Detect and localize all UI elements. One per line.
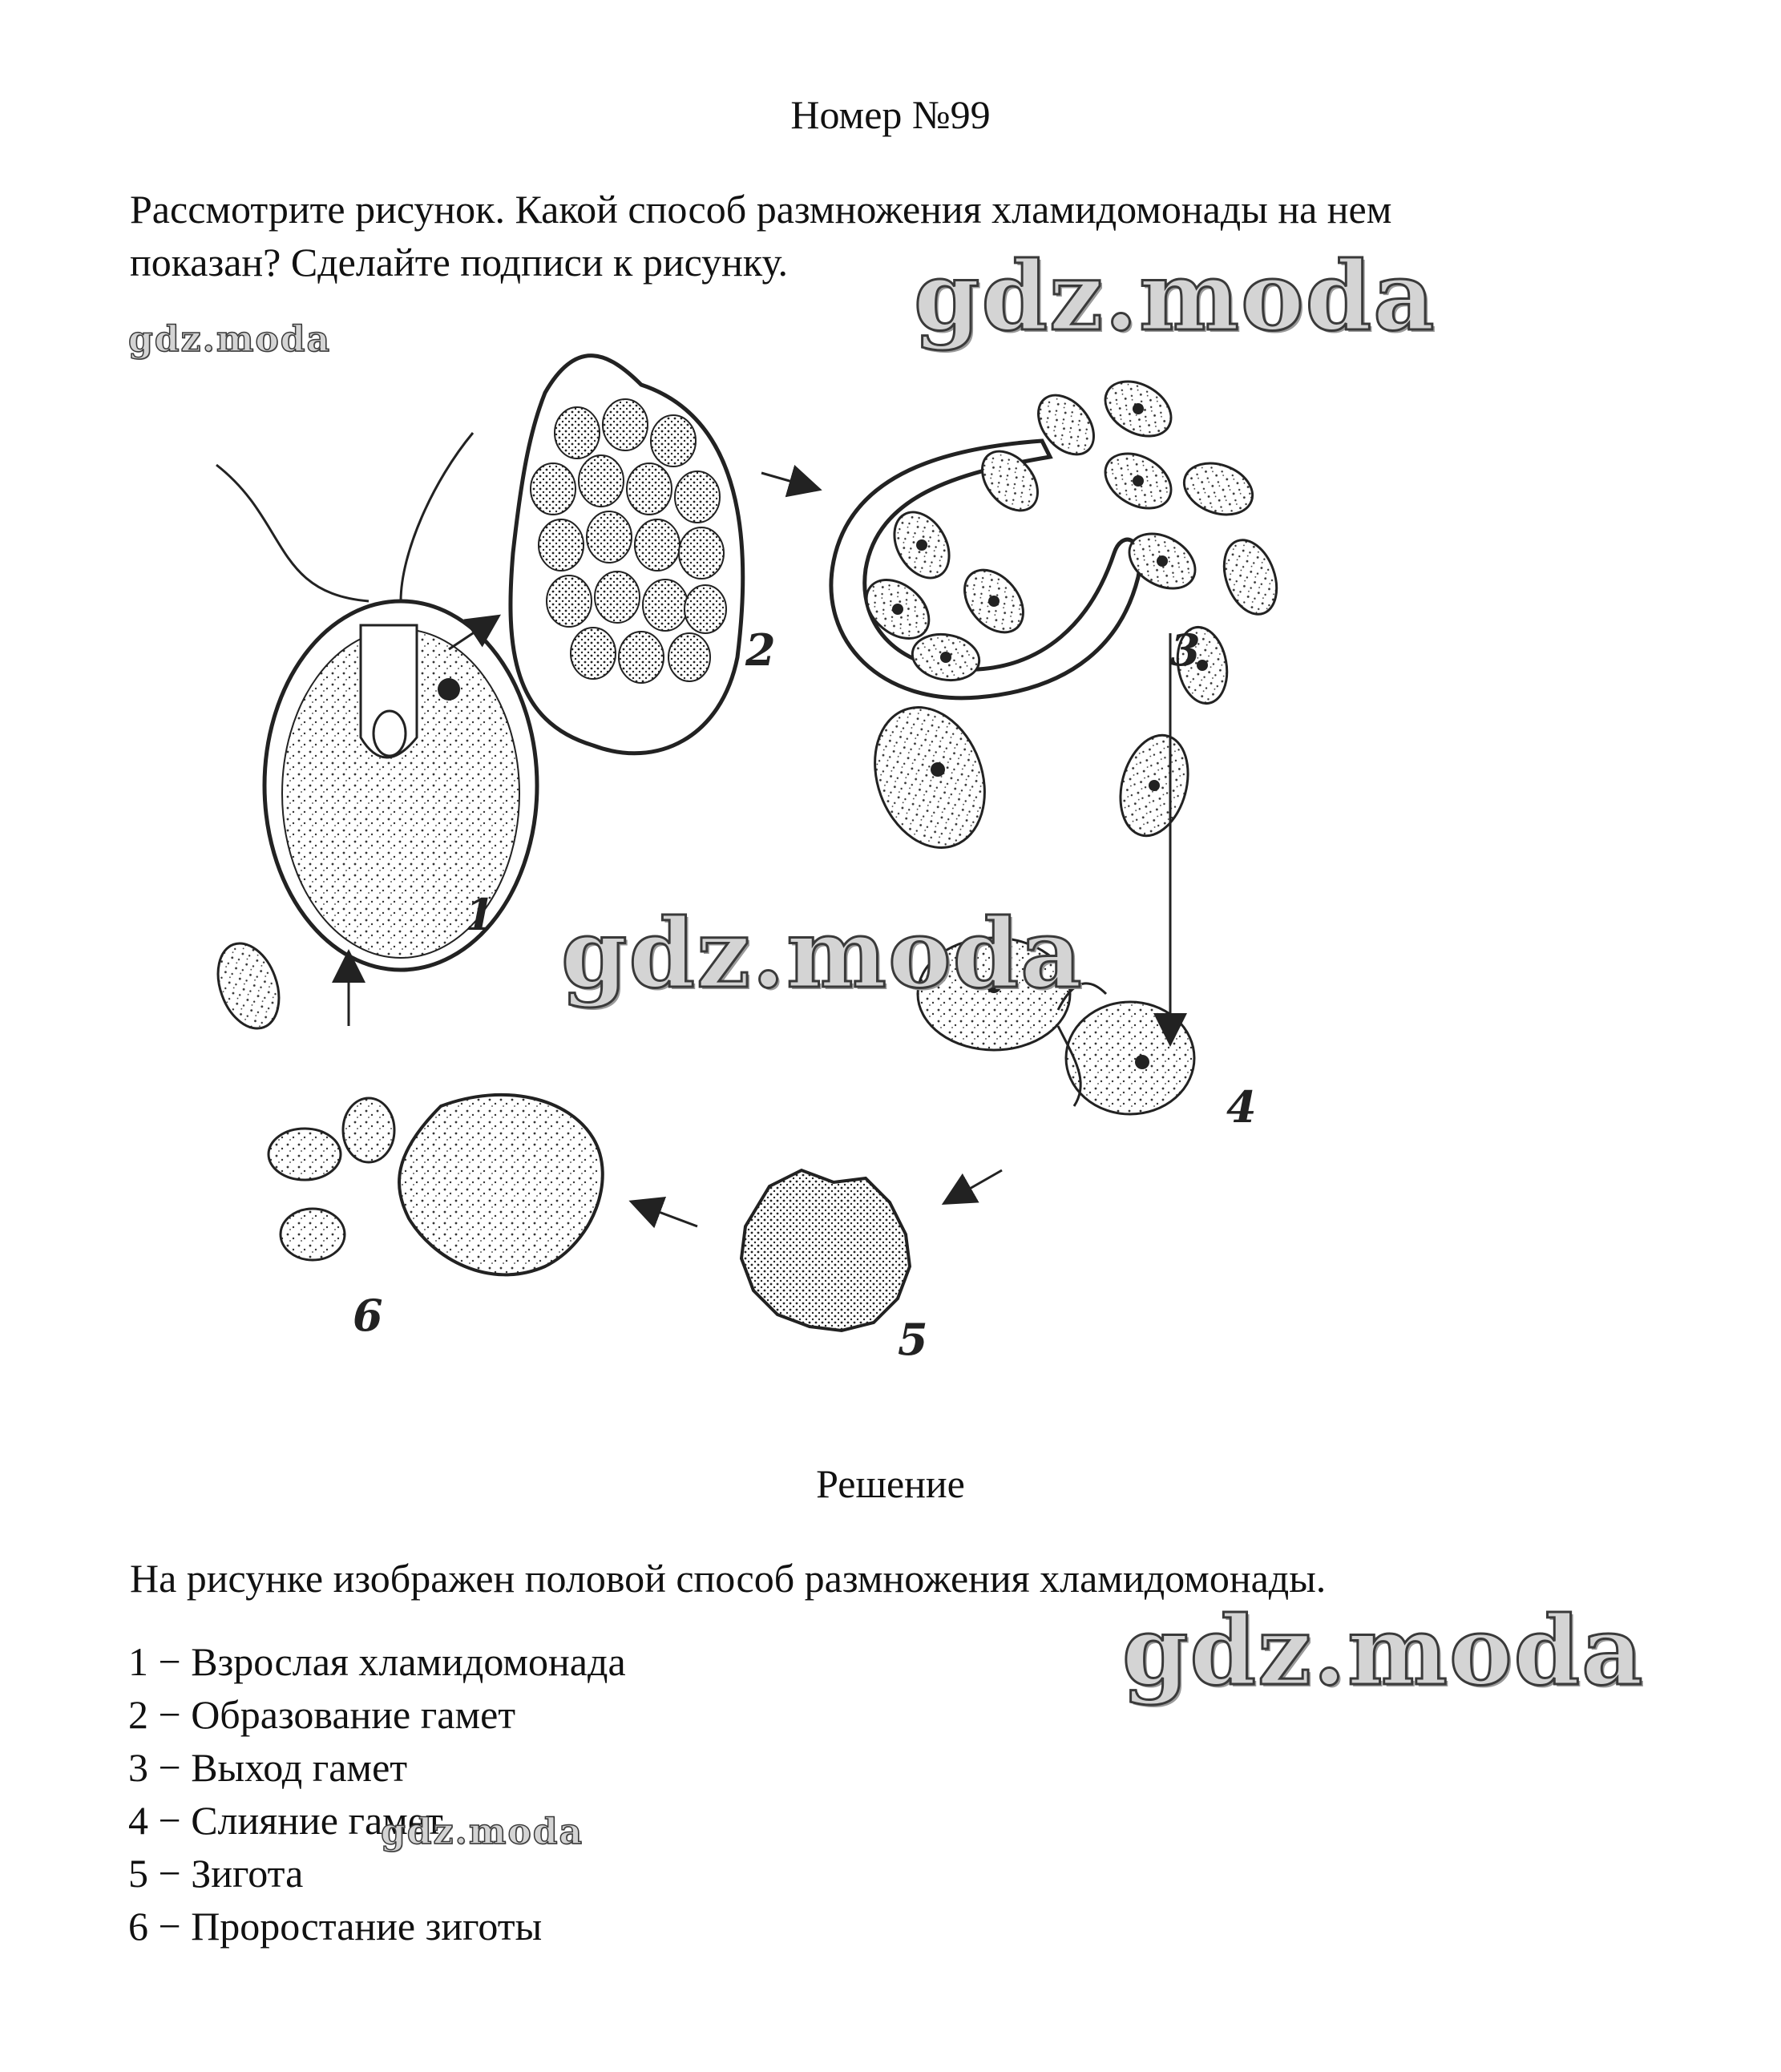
answer-item-1: 1 − Взрослая хламидомонада bbox=[128, 1639, 626, 1684]
answer-list bbox=[128, 1635, 626, 1953]
watermark-top: gdz.moda bbox=[914, 240, 1436, 352]
watermark-small-top: gdz.moda bbox=[128, 319, 332, 360]
watermark-middle: gdz.moda bbox=[561, 898, 1084, 1009]
label-3: 3 bbox=[1170, 624, 1201, 676]
watermark-small-bottom: gdz.moda bbox=[381, 1811, 584, 1852]
solution-intro: На рисунке изображен половой способ размножения хламидомонады. bbox=[130, 1556, 1327, 1601]
label-5: 5 bbox=[898, 1314, 928, 1365]
question-line-2: показан? Сделайте подписи к рисунку. bbox=[130, 240, 788, 285]
answer-item-3: 3 − Выход гамет bbox=[128, 1745, 408, 1790]
question-line-1: Рассмотрите рисунок. Какой способ размножения хламидомонады на нем bbox=[130, 187, 1392, 232]
watermark-lower-right: gdz.moda bbox=[1122, 1595, 1645, 1706]
label-6: 6 bbox=[353, 1290, 383, 1341]
label-1: 1 bbox=[465, 889, 495, 940]
solution-heading: Решение bbox=[816, 1461, 965, 1506]
stage-2-gamete-formation bbox=[511, 356, 743, 753]
label-4: 4 bbox=[1226, 1081, 1257, 1133]
page-title: Номер №99 bbox=[790, 92, 991, 137]
stage-6-zygote-germination bbox=[207, 935, 602, 1274]
label-2: 2 bbox=[745, 624, 776, 676]
answer-item-6: 6 − Проростание зиготы bbox=[128, 1904, 543, 1949]
answer-item-2: 2 − Образование гамет bbox=[128, 1692, 516, 1737]
chlamydomonas-life-cycle-figure bbox=[128, 289, 1491, 1411]
stage-5-zygote bbox=[741, 1170, 910, 1331]
answer-item-5: 5 − Зигота bbox=[128, 1851, 304, 1896]
answer-item-4: 4 − Слияние гамет bbox=[128, 1798, 443, 1843]
